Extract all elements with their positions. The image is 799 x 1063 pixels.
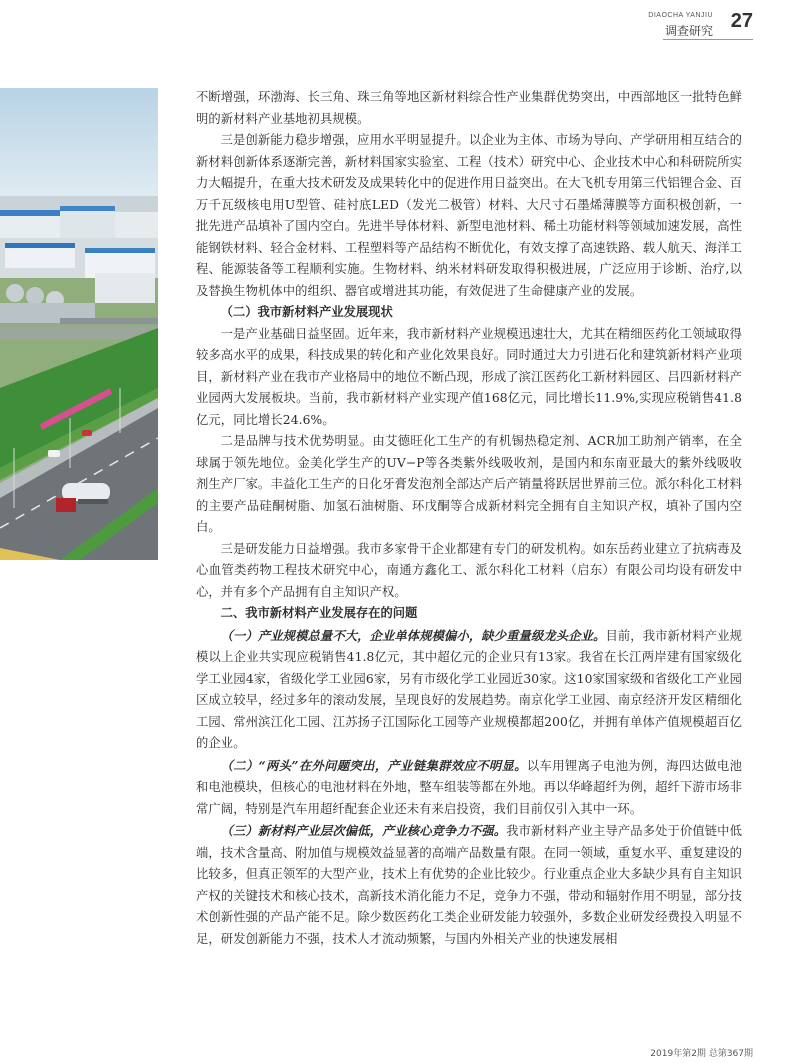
paragraph-level-problem bbox=[196, 820, 742, 950]
paragraph-brand-technology: 二是品牌与技术优势明显。由艾德旺化工生产的有机锡热稳定剂、ACR加工助剂产销率，在全球属于领先地位。金美化学生产的UV−P等各类紫外线吸收剂，是国内和东南亚最大的紫外线吸收剂生产厂家。丰益化工生产的日化牙膏发泡剂全部达产后产销量将跃居世界前三位。派尔科化工材料的主要产品硅酮树脂、加氢石油树脂、环戊酮等合成新材料完全拥有自主知识产权，填补了国内空白。 bbox=[196, 434, 742, 534]
header-english: DIAOCHA YANJIU bbox=[648, 12, 713, 19]
section-heading-problems: 二、我市新材料产业发展存在的问题 bbox=[220, 606, 418, 620]
paragraph-continued: 不断增强，环渤海、长三角、珠三角等地区新材料综合性产业集群优势突出，中西部地区一批特色鲜明的新材料产业基地初具规模。 bbox=[196, 90, 742, 126]
paragraph-scale-problem bbox=[196, 625, 742, 755]
page-footer bbox=[650, 1046, 753, 1059]
subheading-current-status: （二）我市新材料产业发展现状 bbox=[220, 305, 393, 319]
page-number: 27 bbox=[730, 10, 753, 32]
industrial-park-photo bbox=[0, 88, 158, 560]
lead-scale: （一）产业规模总量不大，企业单体规模偏小，缺少重量级龙头企业。 bbox=[220, 627, 606, 643]
header-section: 调查研究 bbox=[664, 24, 713, 38]
lead-chain: （二）“两头”在外问题突出，产业链集群效应不明显。 bbox=[220, 757, 527, 773]
paragraph-innovation: 三是创新能力稳步增强，应用水平明显提升。以企业为主体、市场为导向、产学研用相互结合的新材料创新体系逐渐完善，新材料国家实验室、工程（技术）研究中心、企业技术中心和科研院所实力大幅提升，在重大技术研发及成果转化中的促进作用日益突出。在大飞机专用第三代铝锂合金、百万千瓦级核电用U型管、硅衬底LED（发光二极管）材料、大尺寸石墨烯薄膜等方面积极创新，一批先进产品填补了国内空白。先进半导体材料、新型电池材料、稀土功能材料等领域加速发展，高性能钢铁材料、轻合金材料、工程塑料等产品结构不断优化，有效支撑了高速铁路、载人航天、海洋工程、能源装备等工程顺利实施。生物材料、纳米材料研发取得积极进展，广泛应用于诊断、治疗,以及替换生物机体中的组织、器官或增进其功能，有效促进了生命健康产业的发展。 bbox=[196, 133, 742, 298]
body-scale: 目前，我市新材料产业规模以上企业共实现应税销售41.8亿元，其中超亿元的企业只有13家。我省在长江两岸建有国家级化学工业园4家，省级化学工业园6家，另有市级化学工业园近30家。这10家国家级和省级化工产业园区成立较早，经过多年的滚动发展，呈现良好的发展趋势。南京化学工业园、南京经济开发区精细化工园、常州滨江化工园、江苏扬子江国际化工园等产业规模都超200亿，并拥有单体产值规模超百亿的企业。 bbox=[196, 628, 742, 750]
lead-level: （三）新材料产业层次偏低，产业核心竞争力不强。 bbox=[220, 823, 507, 838]
body-chain: 以车用锂离子电池为例，海四达做电池和电池模块，但核心的电池材料在外地，整车组装等都在外地。再以华峰超纤为例，超纤下游市场非常广阔，特别是汽车用超纤配套企业还未有来启投资，我们目前仅引入其中一环。 bbox=[196, 758, 742, 816]
photo-illustration-icon bbox=[0, 88, 158, 560]
paragraph-chain-problem bbox=[196, 755, 742, 821]
article-body bbox=[196, 87, 742, 950]
header-rule bbox=[663, 39, 753, 40]
page-header bbox=[633, 8, 753, 40]
footer-total: 总第367期 bbox=[708, 1049, 753, 1059]
body-level: 我市新材料产业主导产品多处于价值链中低端，技术含量高、附加值与规模效益显著的高端产品数量有限。在同一领域，重复水平、重复建设的比较多，但真正领军的大型产业，技术上有优势的企业比较少。行业重点企业大多缺少具有自主知识产权的关键技术和核心技术，高新技术消化能力不足，竞争力不强，带动和辐射作用不明显，部分技术创新性强的产品产能不足。除少数医药化工类企业研发能力较强外，多数企业研发经费投入明显不足，研发创新能力不强，技术人才流动频繁，与国内外相关产业的快速发展相 bbox=[196, 824, 742, 946]
paragraph-rd-capability: 三是研发能力日益增强。我市多家骨干企业都建有专门的研发机构。如东岳药业建立了抗病毒及心血管类药物工程技术研究中心，南通方鑫化工、派尔科化工材料（启东）有限公司均设有研发中心，并有多个产品拥有自主知识产权。 bbox=[196, 541, 742, 599]
footer-issue: 2019年第2期 bbox=[650, 1049, 706, 1059]
paragraph-industrial-base: 一是产业基础日益坚固。近年来，我市新材料产业规模迅速壮大，尤其在精细医药化工领域取得较多高水平的成果，科技成果的转化和产业化效果良好。同时通过大力引进石化和建筑新材料产业项目，新材料产业在我市产业格局中的地位不断凸现，形成了滨江医药化工新材料园区、吕四新材料产业园两大发展板块。当前，我市新材料产业实现产值168亿元，同比增长11.9%,实现应税销售41.8亿元，同比增长24.6%。 bbox=[196, 326, 742, 427]
